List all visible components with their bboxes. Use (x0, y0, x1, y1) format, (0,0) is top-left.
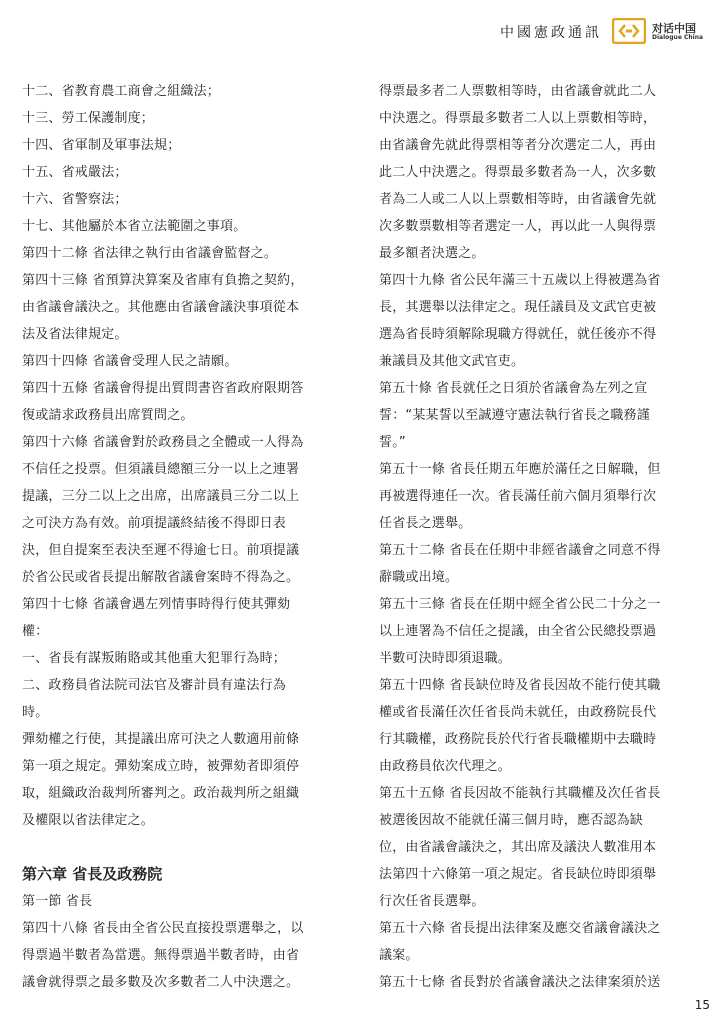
text-line: 議案。 (379, 948, 419, 963)
text-line: 者為二人或二人以上票數相等時，由省議會先就 (379, 192, 657, 207)
text-line: 被選後因故不能就任滿三個月時，應否認為缺 (379, 813, 644, 828)
logo-english-text: Dialogue China (652, 34, 704, 41)
text-line: 第五十三條 省長在任期中經全省公民二十分之一 (379, 597, 661, 612)
text-line: 誓。” (379, 435, 406, 450)
text-line: 提議，三分二以上之出席，出席議員三分二以上 (22, 489, 300, 504)
text-line: 彈劾權之行使，其提議出席可決之人數適用前條 (22, 732, 300, 747)
text-line: 行其職權，政務院長於代行省長職權期中去職時 (379, 732, 657, 747)
text-line: 中決選之。得票最多數者二人以上票數相等時， (379, 111, 657, 126)
chapter-heading: 第六章 省長及政務院 (22, 865, 163, 883)
text-line: 十四、省軍制及軍事法規； (22, 138, 181, 153)
text-line: 於省公民或省長提出解散省議會案時不得為之。 (22, 570, 300, 585)
text-line: 行次任省長選舉。 (379, 894, 485, 909)
text-line: 一、省長有謀叛賄賂或其他重大犯罪行為時； (22, 651, 287, 666)
text-line: 第五十六條 省長提出法律案及應交省議會議決之 (379, 921, 661, 936)
text-line: 復或請求政務員出席質問之。 (22, 408, 194, 423)
masthead-title: 中國憲政通訊 (500, 25, 602, 41)
page-number: 15 (694, 998, 710, 1012)
text-line: 長，其選舉以法律定之。現任議員及文武官吏被 (379, 300, 657, 315)
text-line: 誓：“某某誓以至誠遵守憲法執行省長之職務謹 (379, 408, 650, 423)
text-line: 第五十五條 省長因故不能執行其職權及次任省長 (379, 786, 661, 801)
text-line: 由省議會議決之。其他應由省議會議決事項從本 (22, 300, 300, 315)
text-line: 第四十六條 省議會對於政務員之全體或一人得為 (22, 435, 304, 450)
text-line: 得票過半數者為當選。無得票過半數者時，由省 (22, 948, 300, 963)
text-line: 第四十七條 省議會遇左列情事時得行使其彈劾 (22, 597, 291, 612)
text-line: 選為省長時須解除現職方得就任，就任後亦不得 (379, 327, 657, 342)
text-line: 第五十七條 省長對於省議會議決之法律案須於送 (379, 975, 661, 990)
text-line: 之可決方為有效。前項提議終結後不得即日表 (22, 516, 287, 531)
text-line: 次多數票數相等者選定一人，再以此一人與得票 (379, 219, 657, 234)
text-line: 得票最多者二人票數相等時，由省議會就此二人 (379, 84, 657, 99)
text-line: 由省議會先就此得票相等者分次選定二人，再由 (379, 138, 657, 153)
text-line: 第四十四條 省議會受理人民之請願。 (22, 354, 238, 369)
text-line: 半數可決時即須退職。 (379, 651, 512, 666)
text-line: 位，由省議會議決之，其出席及議決人數准用本 (379, 840, 657, 855)
text-line: 不信任之投票。但須議員總額三分一以上之連署 (22, 462, 300, 477)
text-line: 決，但自提案至表決至遲不得逾七日。前項提議 (22, 543, 300, 558)
text-line: 時。 (22, 705, 49, 720)
text-line: 十五、省戒嚴法； (22, 165, 128, 180)
text-line: 權或省長滿任次任省長尚未就任，由政務院長代 (379, 705, 657, 720)
text-line: 取，組織政治裁判所審判之。政治裁判所之組織 (22, 786, 300, 801)
text-line: 第五十二條 省長在任期中非經省議會之同意不得 (379, 543, 661, 558)
text-line: 二、政務員省法院司法官及審計員有違法行為 (22, 678, 287, 693)
section-heading: 第一節 省長 (22, 894, 93, 909)
text-line: 再被選得連任一次。省長滿任前六個月須舉行次 (379, 489, 657, 504)
text-line: 最多額者決選之。 (379, 246, 485, 261)
text-line: 第四十九條 省公民年滿三十五歲以上得被選為省 (379, 273, 661, 288)
text-line: 任省長之選舉。 (379, 516, 472, 531)
text-line: 第五十條 省長就任之日須於省議會為左列之宣 (379, 381, 648, 396)
text-line: 第四十三條 省預算決算案及省庫有負擔之契約， (22, 273, 304, 288)
text-line: 以上連署為不信任之提議，由全省公民總投票過 (379, 624, 657, 639)
page-header (0, 14, 724, 54)
text-line: 法第四十六條第一項之規定。省長缺位時即須舉 (379, 867, 657, 882)
text-line: 第五十一條 省長任期五年應於滿任之日解職，但 (379, 462, 661, 477)
text-line: 第四十二條 省法律之執行由省議會監督之。 (22, 246, 278, 261)
text-line: 第五十四條 省長缺位時及省長因故不能行使其職 (379, 678, 661, 693)
text-line: 此二人中決選之。得票最多數者為一人，次多數 (379, 165, 657, 180)
text-line: 十三、勞工保護制度； (22, 111, 155, 126)
logo-mark-icon (612, 18, 646, 44)
text-line: 第一項之規定。彈劾案成立時，被彈劾者即須停 (22, 759, 300, 774)
text-line: 辭職或出境。 (379, 570, 459, 585)
text-line: 法及省法律規定。 (22, 327, 128, 342)
text-line: 十七、其他屬於本省立法範圍之事項。 (22, 219, 247, 234)
left-text-column (22, 78, 344, 996)
logo-chinese-text: 对话中国 (652, 22, 696, 35)
paragraph-spacer (22, 834, 344, 861)
text-line: 權： (22, 624, 49, 639)
text-line: 議會就得票之最多數及次多數者二人中決選之。 (22, 975, 300, 990)
text-line: 十六、省警察法； (22, 192, 128, 207)
right-text-column (379, 78, 697, 996)
text-line: 第四十五條 省議會得提出質問書咨省政府限期答 (22, 381, 304, 396)
dialogue-china-logo (612, 16, 704, 48)
text-line: 兼議員及其他文武官吏。 (379, 354, 525, 369)
text-line: 十二、省教育農工商會之組織法； (22, 84, 221, 99)
text-line: 及權限以省法律定之。 (22, 813, 155, 828)
text-line: 由政務員依次代理之。 (379, 759, 512, 774)
text-line: 第四十八條 省長由全省公民直接投票選舉之，以 (22, 921, 304, 936)
